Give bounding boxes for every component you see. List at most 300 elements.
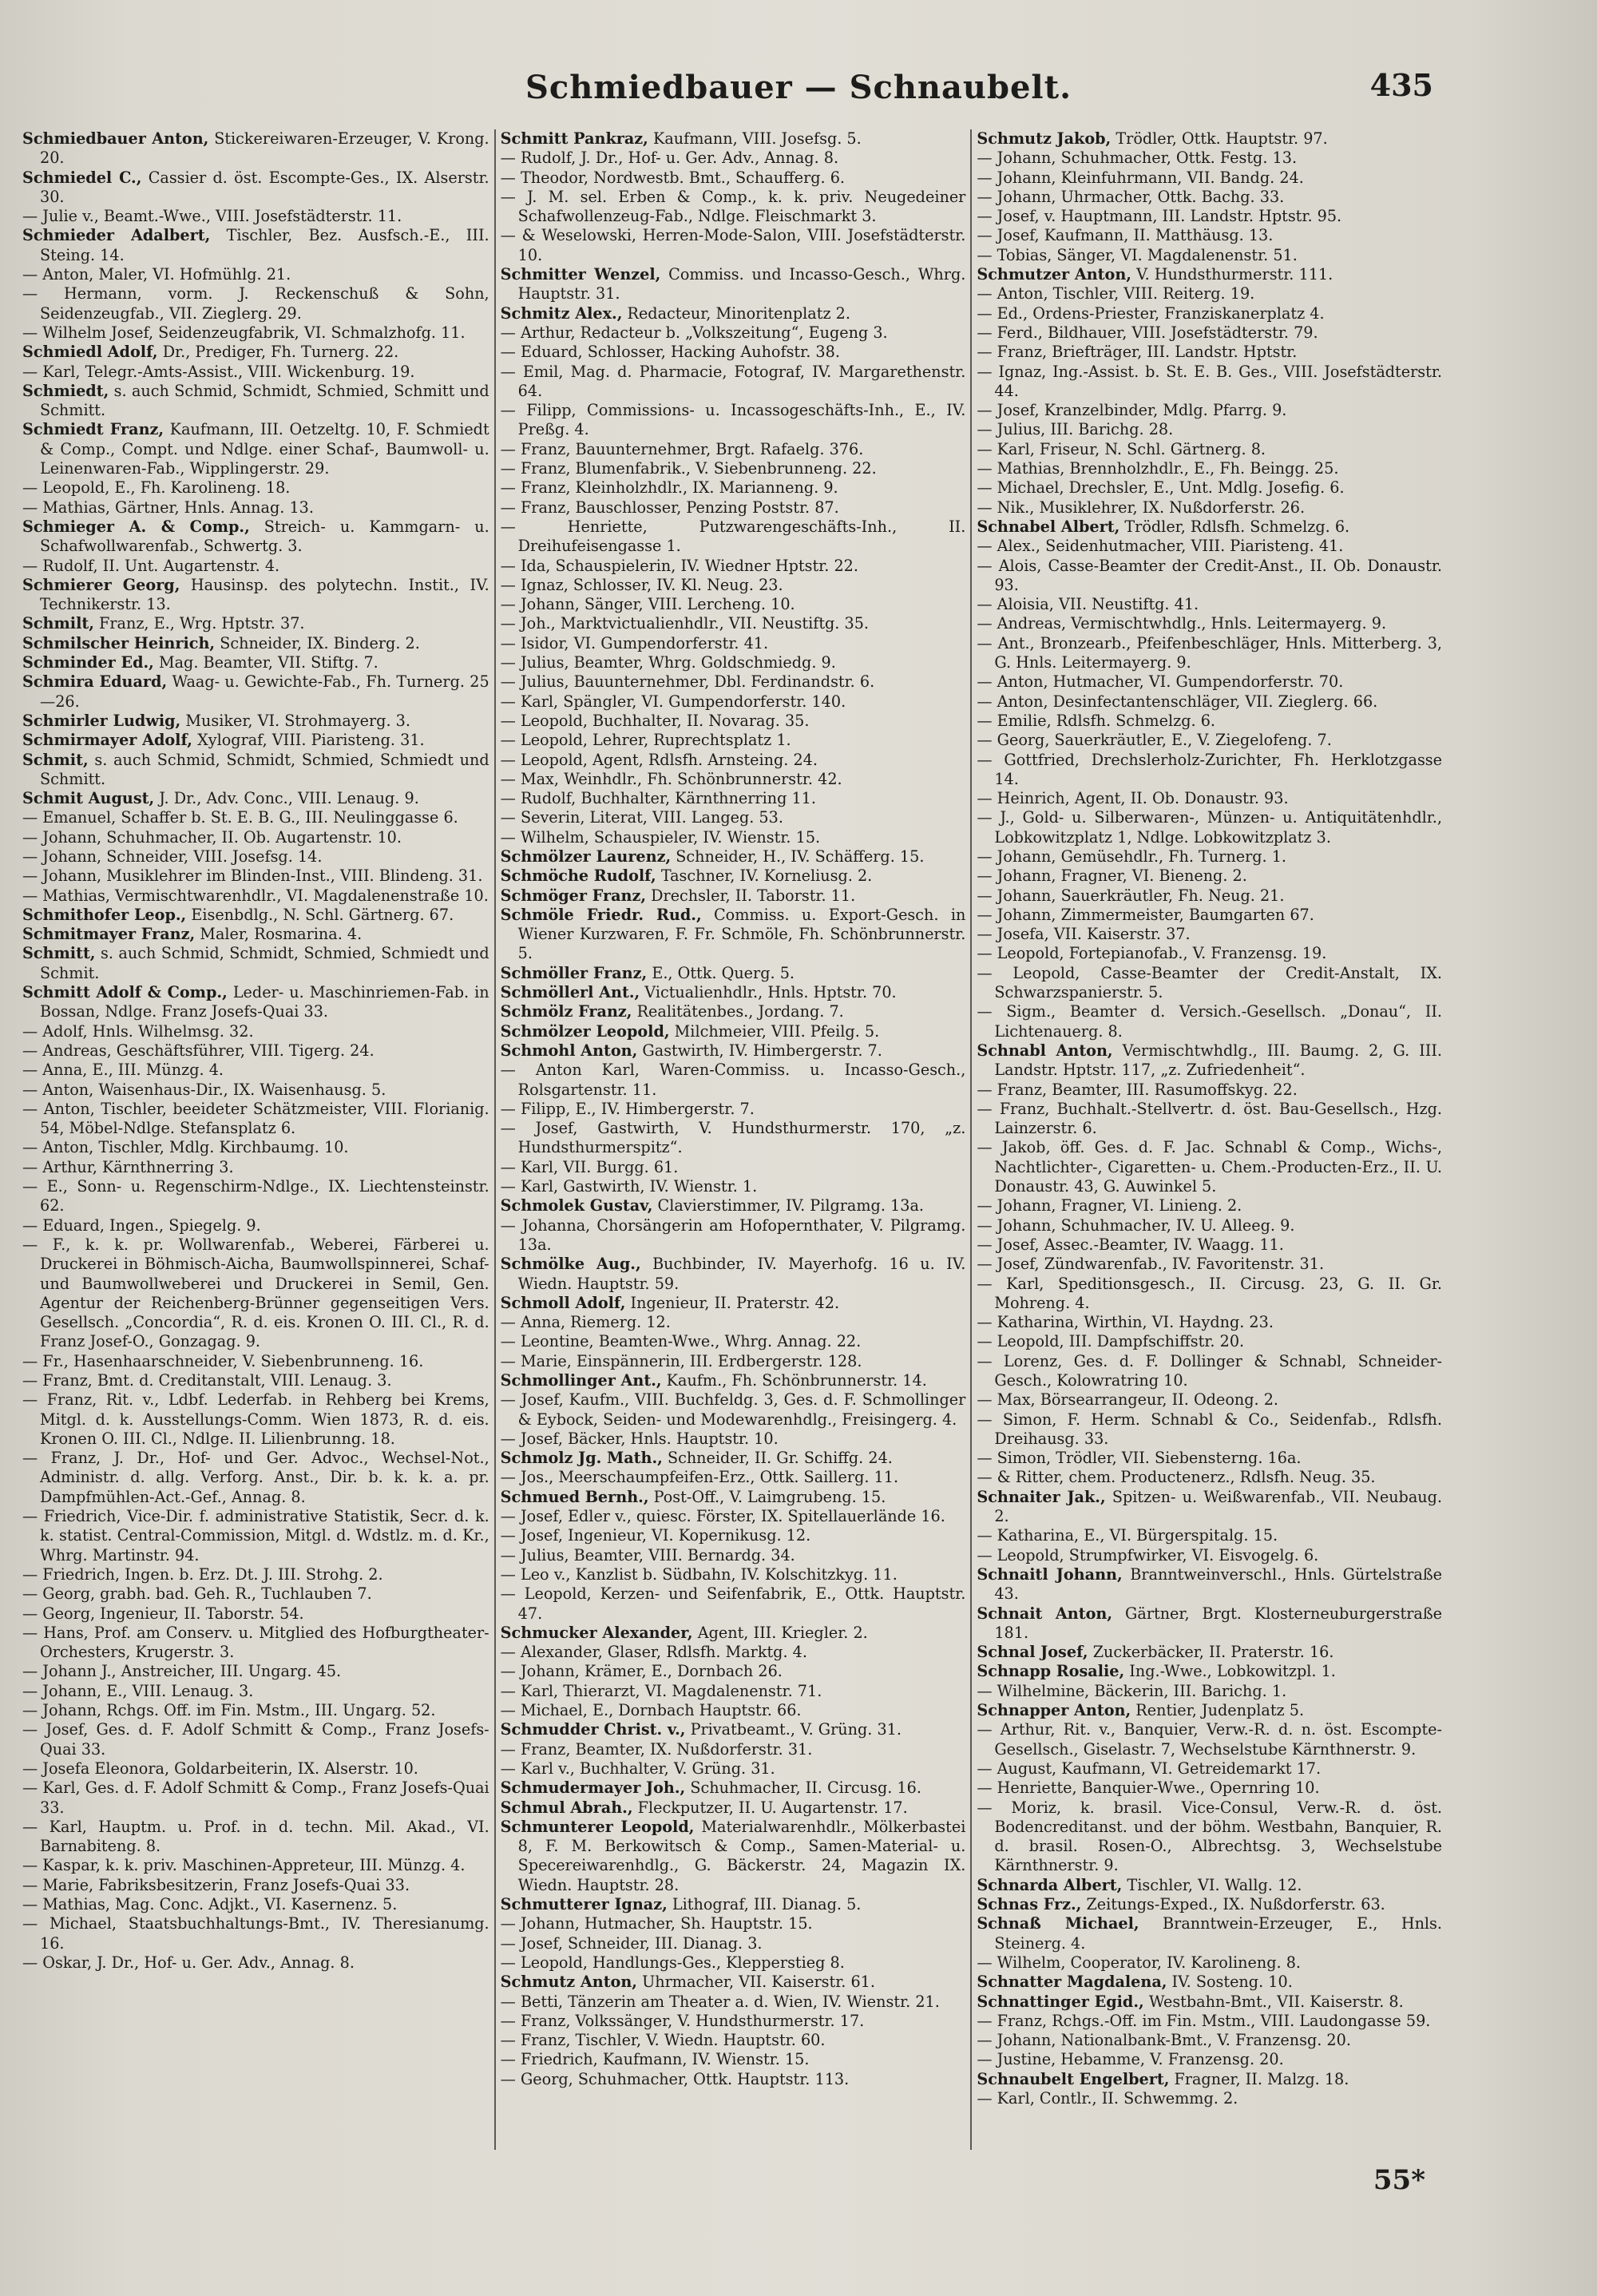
directory-entry [977,692,1442,712]
entry-details: — Rudolf, Buchhalter, Kärnthnerring 11. [500,789,816,808]
directory-entry [501,1993,966,2012]
entry-details: Dr., Prediger, Fh. Turnerg. 22. [162,343,399,362]
entry-details: Branntwein-Erzeuger, E., Hnls. Steinerg. 4. [994,1914,1443,1953]
directory-entry [501,1624,966,1643]
directory-entry [977,886,1442,906]
directory-entry [22,1449,489,1507]
entry-details: — Leopold, Kerzen- und Seifenfabrik, E., Ottk. Hauptstr. 47. [500,1584,966,1623]
entry-details: — Johann, Kleinfuhrmann, VII. Bandg. 24. [977,168,1304,187]
directory-entry [501,1294,966,1313]
directory-entry [501,828,966,847]
directory-entry [501,498,966,517]
entry-details: s. auch Schmid, Schmidt, Schmied, Schmitt und Schmitt. [40,381,489,420]
directory-entry [22,731,489,750]
directory-entry [22,866,489,886]
directory-entry [501,692,966,712]
entry-surname: Schmirmayer Adolf, [22,731,192,750]
entry-details: — F., k. k. pr. Wollwarenfab., Weberei, Färberei u. Druckerei in Böhmisch-Aicha, Baumwollspinnerei, Schaf- und Baumwollweberei und Druckerei in Semil, Gen. Agentur der Reichenberg-Brünner gegenseitigen Vers. Gesellsch. „Concordia“, R. d. eis. Kronen O. III. Cl., R. d. Franz Josef-O., Gonzagag. 9. [22,1235,489,1351]
directory-entry [501,653,966,672]
directory-entry [501,188,966,227]
entry-details: Musiker, VI. Strohmayerg. 3. [185,711,410,730]
directory-entry [977,343,1442,362]
directory-entry [977,789,1442,808]
directory-entry [977,401,1442,420]
directory-entry [977,2070,1442,2089]
entry-details: — Betti, Tänzerin am Theater a. d. Wien, IV. Wienstr. 21. [500,1992,940,2011]
directory-entry [977,1410,1442,1449]
entry-details: Ing.-Wwe., Lobkowitzpl. 1. [1129,1662,1336,1681]
entry-surname: Schnatter Magdalena, [977,1973,1167,1992]
directory-entry [501,886,966,906]
entry-details: — Josef, Ingenieur, VI. Kopernikusg. 12. [500,1526,811,1545]
entry-details: Victualienhdlr., Hnls. Hptstr. 70. [644,983,897,1002]
page-header [0,64,1597,112]
directory-entry [501,265,966,304]
directory-entry [501,770,966,789]
entry-details: Rentier, Judenplatz 5. [1135,1701,1305,1720]
entry-surname: Schnarda Albert, [977,1875,1123,1894]
entry-details: — Wilhelm, Schauspieler, IV. Wienstr. 15. [500,827,821,847]
directory-entry [22,847,489,866]
entry-surname: Schnait Anton, [977,1604,1113,1623]
entry-details: E., Ottk. Querg. 5. [652,963,795,982]
directory-entry [977,1488,1442,1527]
directory-entry [501,440,966,459]
entry-surname: Schmutterer Ignaz, [500,1895,668,1914]
directory-entry [501,1779,966,1798]
directory-entry [501,1895,966,1914]
directory-entry [501,1682,966,1701]
directory-entry [977,1682,1442,1701]
entry-details: Tischler, Bez. Ausfsch.-E., III. Steing. 14. [40,226,489,264]
directory-entry [22,1876,489,1895]
entry-details: — Rudolf, J. Dr., Hof- u. Ger. Adv., Annag. 8. [500,149,839,168]
entry-details: — E., Sonn- u. Regenschirm-Ndlge., IX. Liechtensteinstr. 62. [22,1177,489,1215]
directory-entry [501,304,966,323]
entry-details: — Johann, Sänger, VIII. Lercheng. 10. [500,595,795,614]
entry-surname: Schmöche Rudolf, [500,866,656,886]
entry-details: — Michael, Drechsler, E., Unt. Mdlg. Josefig. 6. [977,478,1345,498]
directory-entry [22,925,489,944]
entry-details: — Alex., Seidenhutmacher, VIII. Piaristeng. 41. [977,537,1344,556]
entry-details: — Karl, Gastwirth, IV. Wienstr. 1. [500,1177,758,1196]
entry-details: — Julius, Beamter, VIII. Bernardg. 34. [500,1545,795,1564]
directory-entry [501,614,966,633]
entry-surname: Schmiedel C., [22,168,142,187]
entry-details: V. Hundsthurmerstr. 111. [1136,265,1333,284]
entry-surname: Schmitter Wenzel, [500,265,661,284]
directory-entry [977,614,1442,633]
entry-details: — Josef, Kaufmann, II. Matthäusg. 13. [977,226,1274,245]
entry-details: — Friedrich, Ingen. b. Erz. Dt. J. III. Strohg. 2. [22,1564,383,1584]
entry-details: Realitätenbes., Jordang. 7. [636,1002,844,1021]
directory-entry [501,1313,966,1332]
entry-details: — Franz, Volkssänger, V. Hundsthurmerstr. 17. [500,2011,865,2030]
directory-entry [22,1701,489,1720]
entry-details: — Leopold, Lehrer, Ruprechtsplatz 1. [500,731,791,750]
directory-entry [977,1255,1442,1274]
directory-entry [501,1914,966,1933]
directory-entry [977,866,1442,886]
entry-details: — Josef, Gastwirth, V. Hundsthurmerstr. 170, „z. Hundsthurmerspitz“. [500,1119,966,1157]
entry-details: s. auch Schmid, Schmidt, Schmied, Schmiedt und Schmitt. [40,750,489,788]
directory-entry [501,1701,966,1720]
directory-entry [22,1856,489,1875]
entry-details: — Theodor, Nordwestb. Bmt., Schaufferg. 6. [500,168,846,187]
entry-surname: Schmutzer Anton, [977,265,1131,284]
entry-details: — Julius, Bauunternehmer, Dbl. Ferdinandstr. 6. [500,672,875,692]
directory-entry [977,1779,1442,1798]
entry-details: Schuhmacher, II. Circusg. 16. [690,1779,921,1798]
directory-entry [501,557,966,576]
entry-surname: Schmöller Franz, [500,963,648,982]
entry-details: Buchbinder, IV. Mayerhofg. 16 u. IV. Wiedn. Hauptstr. 59. [517,1255,966,1293]
entry-details: — Johann, Fragner, VI. Bieneng. 2. [977,866,1247,886]
entry-details: — Johann, Uhrmacher, Ottk. Bachg. 33. [977,187,1285,206]
entry-details: — Josef, Zündwarenfab., IV. Favoritenstr. 31. [977,1255,1325,1274]
directory-entry [501,1022,966,1041]
directory-entry [22,1779,489,1818]
entry-surname: Schmiedbauer Anton, [22,129,209,148]
entry-details: Xylograf, VIII. Piaristeng. 31. [197,731,425,750]
directory-entry [22,284,489,323]
entry-details: Trödler, Rdlsfh. Schmelzg. 6. [1124,517,1350,536]
entry-details: — Franz, Beamter, III. Rasumoffskyg. 22. [977,1080,1298,1099]
entry-details: — Gottfried, Drechslerholz-Zurichter, Fh. Herklotzgasse 14. [977,750,1443,788]
directory-entry [501,576,966,595]
entry-details: — Filipp, Commissions- u. Incassogeschäfts-Inh., E., IV. Preßg. 4. [500,401,966,439]
entry-details: — Aloisia, VII. Neustiftg. 41. [977,595,1199,614]
directory-entry [501,2031,966,2050]
directory-entry [22,1100,489,1139]
entry-details: — Josef, Edler v., quiesc. Förster, IX. Spitellauerlände 16. [500,1507,945,1526]
directory-entry [501,634,966,653]
directory-entry [501,149,966,168]
entry-details: — Karl, Thierarzt, VI. Magdalenenstr. 71. [500,1681,822,1700]
entry-details: — & Weselowski, Herren-Mode-Salon, VIII. Josefstädterstr. 10. [500,226,966,264]
directory-entry [501,1100,966,1119]
entry-details: — Mathias, Brennholzhdlr., E., Fh. Beingg. 25. [977,459,1339,478]
entry-details: — Johann, Fragner, VI. Linieng. 2. [977,1196,1242,1215]
directory-entry [501,1546,966,1565]
entry-details: — Franz, Rchgs.-Off. im Fin. Mstm., VIII. Laudongasse 59. [977,2011,1431,2030]
directory-entry [501,343,966,362]
entry-details: — Ferd., Bildhauer, VIII. Josefstädterstr. 79. [977,323,1318,342]
directory-entry [501,731,966,750]
directory-entry [22,1138,489,1157]
entry-details: — Emilie, Rdlsfh. Schmelzg. 6. [977,711,1215,730]
directory-entry [977,1798,1442,1876]
entry-surname: Schmolz Jg. Math., [500,1449,663,1468]
directory-entry [501,2070,966,2089]
entry-details: Schneider, H., IV. Schäfferg. 15. [676,847,925,866]
directory-entry [22,169,489,208]
directory-entry [977,2089,1442,2108]
directory-entry [22,1061,489,1080]
directory-entry [501,808,966,827]
directory-entry [501,1488,966,1507]
entry-surname: Schnapper Anton, [977,1701,1131,1720]
entry-details: — Johann, Schneider, VIII. Josefsg. 14. [22,847,323,866]
entry-details: — Georg, Sauerkräutler, E., V. Ziegelofeng. 7. [977,731,1332,750]
directory-entry [977,459,1442,478]
directory-entry [977,363,1442,402]
directory-entry [22,751,489,790]
entry-details: Streich- u. Kammgarn- u. Schafwollwarenfab., Schwertg. 3. [40,517,489,556]
directory-entry [501,323,966,343]
directory-entry [501,712,966,731]
directory-entry [501,906,966,964]
directory-entry [501,1643,966,1662]
entry-surname: Schmitz Alex., [500,303,623,323]
entry-surname: Schmithofer Leop., [22,905,187,924]
directory-entry [501,1759,966,1779]
directory-entry [977,1895,1442,1914]
entry-details: — Isidor, VI. Gumpendorferstr. 41. [500,633,769,652]
directory-entry [501,459,966,478]
directory-entry [977,304,1442,323]
entry-surname: Schnaiter Jak., [977,1487,1106,1506]
entry-surname: Schnabel Albert, [977,517,1120,536]
entry-details: Lithograf, III. Dianag. 5. [672,1895,862,1914]
entry-details: — Franz, J. Dr., Hof- und Ger. Advoc., Wechsel-Not., Administr. d. allg. Verforg. Anst., Dir. b. k. k. a. pr. Dampfmühlen-Act.-Gef., Annag. 8. [22,1449,489,1506]
entry-details: Materialwarenhdlr., Mölkerbastei 8, F. M. Berkowitsch & Comp., Samen-Material- u. Specereiwarenhdlg., G. Bäckerstr. 24, Magazin IX. Wiedn. Hauptstr. 28. [517,1817,966,1894]
entry-details: — Josef, Kranzelbinder, Mdlg. Pfarrg. 9. [977,401,1287,420]
entry-surname: Schmieder Adalbert, [22,226,211,245]
entry-details: — Jakob, öff. Ges. d. F. Jac. Schnabl & Comp., Wichs-, Nachtlichter-, Cigaretten- u. Chem.-Producten-Erz., II. U. Donaustr. 43, G. Auwinkel 5. [977,1138,1443,1196]
entry-details: — Ant., Bronzearb., Pfeifenbeschläger, Hnls. Mitterberg. 3, G. Hnls. Leitermayerg. 9. [977,633,1443,672]
entry-details: — Justine, Hebamme, V. Franzensg. 20. [977,2050,1284,2069]
directory-entry [977,1352,1442,1391]
entry-details: — Josefa, VII. Kaiserstr. 37. [977,925,1191,944]
entry-details: — Franz, Kleinholzhdlr., IX. Marianneng. 9. [500,478,838,498]
entry-surname: Schnas Frz., [977,1895,1082,1914]
directory-columns [18,129,1447,2150]
directory-entry [501,1255,966,1294]
directory-entry [977,169,1442,188]
directory-entry [22,420,489,478]
entry-details: — Jos., Meerschaumpfeifen-Erz., Ottk. Saillerg. 11. [500,1468,899,1487]
entry-details: Drechsler, II. Taborstr. 11. [651,886,856,905]
entry-details: — Leo v., Kanzlist b. Südbahn, IV. Kolschitzkyg. 11. [500,1564,898,1584]
directory-entry [977,440,1442,459]
entry-surname: Schmölke Aug., [500,1255,641,1274]
entry-details: Franz, E., Wrg. Hptstr. 37. [99,614,305,633]
entry-details: Zeitungs-Exped., IX. Nußdorferstr. 63. [1086,1895,1385,1914]
directory-entry [501,517,966,557]
entry-details: — Anton, Hutmacher, VI. Gumpendorferstr. 70. [977,672,1344,692]
entry-surname: Schmilt, [22,614,94,633]
entry-surname: Schmucker Alexander, [500,1623,693,1642]
directory-entry [977,2012,1442,2031]
entry-details: — Julius, III. Barichg. 28. [977,420,1174,439]
directory-entry [501,2012,966,2031]
directory-entry [977,1546,1442,1565]
entry-details: — Hans, Prof. am Conserv. u. Mitglied des Hofburgtheater-Orchesters, Krugerstr. 3. [22,1623,489,1662]
entry-details: — Leopold, Fortepianofab., V. Franzensg. 19. [977,944,1327,963]
entry-details: — Johann, E., VIII. Lenaug. 3. [22,1681,254,1700]
entry-surname: Schmieger A. & Comp., [22,517,250,536]
entry-details: — Johann, Hutmacher, Sh. Hauptstr. 15. [500,1914,813,1933]
directory-entry [501,1953,966,1973]
directory-entry [501,1584,966,1624]
directory-entry [501,129,966,149]
entry-details: — Leopold, Agent, Rdlsfh. Arnsteing. 24. [500,750,818,769]
entry-details: — Ed., Ordens-Priester, Franziskanerplatz 4. [977,303,1325,323]
directory-entry [501,595,966,614]
directory-entry [977,1332,1442,1351]
entry-details: — Josef, Ges. d. F. Adolf Schmitt & Comp., Franz Josefs-Quai 33. [22,1720,489,1759]
directory-entry [501,1041,966,1061]
directory-entry [22,1216,489,1235]
entry-details: — Leopold, Buchhalter, II. Novarag. 35. [500,711,810,730]
directory-entry [977,323,1442,343]
directory-entry [501,1798,966,1818]
entry-details: — Sigm., Beamter d. Versich.-Gesellsch. „Donau“, II. Lichtenauerg. 8. [977,1002,1443,1041]
directory-entry [22,1759,489,1779]
entry-details: Stickereiwaren-Erzeuger, V. Krong. 20. [40,129,489,168]
directory-entry [977,1313,1442,1332]
directory-entry [977,1876,1442,1895]
entry-details: J. Dr., Adv. Conc., VIII. Lenaug. 9. [159,789,419,808]
directory-entry [22,653,489,672]
entry-details: IV. Sosteng. 10. [1171,1973,1293,1992]
entry-surname: Schmitmayer Franz, [22,925,196,944]
directory-entry [22,1371,489,1390]
entry-details: — Georg, grabh. bad. Geh. R., Tuchlauben 7. [22,1584,372,1604]
directory-entry [977,944,1442,963]
directory-entry [22,1390,489,1449]
entry-details: — Johann, Krämer, E., Dornbach 26. [500,1662,783,1681]
directory-entry [501,363,966,402]
directory-entry [22,789,489,808]
directory-entry [977,1138,1442,1196]
directory-entry [501,1430,966,1449]
entry-details: — Marie, Einspännerin, III. Erdbergerstr. 128. [500,1351,862,1370]
directory-entry [977,1643,1442,1662]
running-head: Schmiedbauer — Schnaubelt. [525,69,1072,106]
directory-entry [977,1565,1442,1604]
directory-entry [22,129,489,169]
directory-entry [977,1196,1442,1215]
directory-entry [977,731,1442,750]
directory-entry [22,1720,489,1759]
directory-entry [977,2031,1442,2050]
directory-entry [977,712,1442,731]
entry-surname: Schmitt, [22,944,96,963]
entry-details: — Tobias, Sänger, VI. Magdalenenstr. 51. [977,245,1298,264]
directory-entry [977,1973,1442,1992]
directory-entry [977,478,1442,498]
entry-surname: Schnaitl Johann, [977,1564,1123,1584]
entry-surname: Schmollinger Ant., [500,1371,662,1390]
entry-surname: Schmierer Georg, [22,575,180,594]
entry-details: — Ignaz, Ing.-Assist. b. St. E. B. Ges., VIII. Josefstädterstr. 44. [977,362,1443,400]
directory-entry [501,1002,966,1021]
entry-details: — Franz, Buchhalt.-Stellvertr. d. öst. Bau-Gesellsch., Hzg. Lainzerstr. 6. [977,1099,1443,1138]
entry-details: — Katharina, E., VI. Bürgerspitalg. 15. [977,1526,1278,1545]
directory-entry [977,284,1442,303]
entry-details: — Arthur, Redacteur b. „Volkszeitung“, Eugeng 3. [500,323,888,342]
entry-details: — Karl, Telegr.-Amts-Assist., VIII. Wickenburg. 19. [22,362,415,381]
directory-entry [977,1993,1442,2012]
entry-details: — Marie, Fabriksbesitzerin, Franz Josefs-Quai 33. [22,1875,410,1894]
entry-details: — Julie v., Beamt.-Wwe., VIII. Josefstädterstr. 11. [22,207,402,226]
entry-surname: Schmohl Anton, [500,1041,638,1060]
entry-details: — Franz, Bauschlosser, Penzing Poststr. 87. [500,498,839,517]
directory-entry [977,149,1442,168]
entry-details: — Leontine, Beamten-Wwe., Whrg. Annag. 22. [500,1332,862,1351]
directory-entry [22,1158,489,1177]
entry-details: Zuckerbäcker, II. Praterstr. 16. [1092,1643,1334,1662]
entry-details: Ingenieur, II. Praterstr. 42. [630,1293,840,1312]
entry-details: — Emil, Mag. d. Pharmacie, Fotograf, IV. Margarethenstr. 64. [500,362,966,400]
entry-details: — Michael, E., Dornbach Hauptstr. 66. [500,1701,802,1720]
entry-details: — Rudolf, II. Unt. Augartenstr. 4. [22,556,280,575]
directory-entry [22,382,489,421]
directory-entry [22,1022,489,1041]
directory-entry [501,1177,966,1196]
directory-entry [977,1235,1442,1255]
entry-details: — Karl, VII. Burgg. 61. [500,1157,679,1176]
entry-surname: Schmiedt, [22,381,109,400]
directory-entry [501,789,966,808]
entry-details: Mag. Beamter, VII. Stiftg. 7. [158,653,378,672]
entry-details: — Max, Weinhdlr., Fh. Schönbrunnerstr. 42. [500,769,842,788]
directory-entry [501,1818,966,1895]
entry-details: — Henriette, Banquier-Wwe., Opernring 10. [977,1779,1320,1798]
entry-details: — Georg, Schuhmacher, Ottk. Hauptstr. 113. [500,2069,850,2088]
entry-surname: Schmudermayer Joh., [500,1779,686,1798]
directory-entry [22,886,489,906]
entry-details: — Karl, Hauptm. u. Prof. in d. techn. Mil. Akad., VI. Barnabiteng. 8. [22,1817,489,1856]
entry-details: — Johann, Rchgs. Off. im Fin. Mstm., III. Ungarg. 52. [22,1701,436,1720]
entry-details: — Anton Karl, Waren-Commiss. u. Incasso-Gesch., Rolsgartenstr. 11. [500,1061,966,1099]
entry-details: — J. M. sel. Erben & Comp., k. k. priv. Neugedeiner Schafwollenzeug-Fab., Ndlge. Fleischmarkt 3. [500,187,966,226]
entry-details: — Fr., Hasenhaarschneider, V. Siebenbrunneng. 16. [22,1351,424,1370]
directory-entry [501,169,966,188]
directory-entry [501,1352,966,1371]
entry-surname: Schmudder Christ. v., [500,1720,686,1739]
entry-details: — August, Kaufmann, VI. Getreidemarkt 17. [977,1759,1322,1778]
entry-details: — Emanuel, Schaffer b. St. E. B. G., III. Neulinggasse 6. [22,808,458,827]
entry-details: — Adolf, Hnls. Wilhelmsg. 32. [22,1021,254,1041]
entry-surname: Schmilscher Heinrich, [22,633,216,652]
directory-entry [501,1526,966,1545]
directory-entry [22,517,489,557]
directory-entry [977,1002,1442,1041]
directory-entry [22,634,489,653]
entry-details: — Mathias, Gärtner, Hnls. Annag. 13. [22,498,314,517]
entry-details: — Leopold, Handlungs-Ges., Klepperstieg 8. [500,1953,845,1972]
directory-entry [977,226,1442,245]
entry-details: Fleckputzer, II. U. Augartenstr. 17. [637,1798,908,1817]
directory-entry [22,1682,489,1701]
directory-entry [501,1468,966,1487]
entry-details: — Anton, Maler, VI. Hofmühlg. 21. [22,265,291,284]
entry-details: — Karl, Friseur, N. Schl. Gärtnerg. 8. [977,439,1266,458]
entry-surname: Schmöllerl Ant., [500,983,640,1002]
directory-entry [22,498,489,517]
directory-entry [977,1953,1442,1973]
entry-details: — Arthur, Rit. v., Banquier, Verw.-R. d. n. öst. Escompte-Gesellsch., Giselastr. 7, Wechselstube Kärnthnerstr. 9. [977,1720,1443,1759]
directory-entry [501,1332,966,1351]
directory-entry [977,1526,1442,1545]
directory-entry [22,1604,489,1624]
entry-details: s. auch Schmid, Schmidt, Schmied, Schmiedt und Schmit. [40,944,489,982]
entry-details: — Josefa Eleonora, Goldarbeiterin, IX. Alserstr. 10. [22,1759,418,1778]
entry-surname: Schmutz Jakob, [977,129,1112,148]
